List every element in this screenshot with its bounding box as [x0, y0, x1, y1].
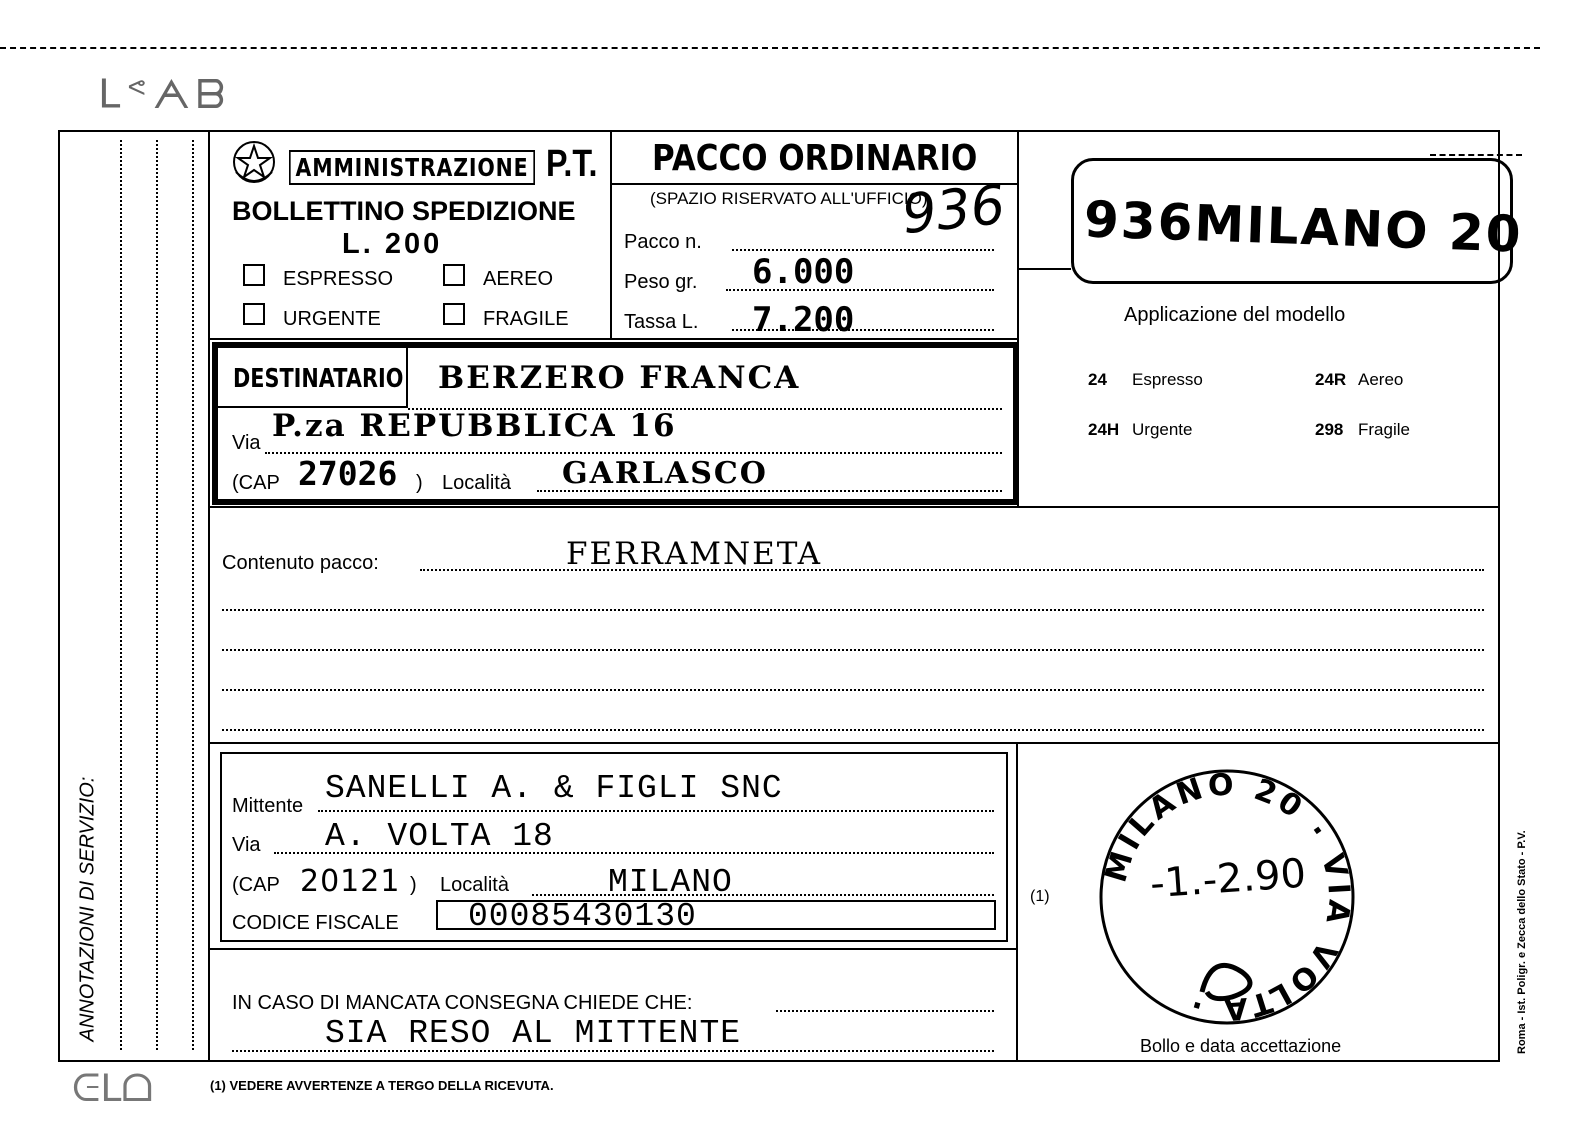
content-line-4: [222, 689, 1484, 691]
sender-locality-line: [532, 894, 994, 896]
office-subtitle: (SPAZIO RISERVATO ALL'UFFICIO): [650, 189, 928, 208]
content-line-2: [222, 609, 1484, 611]
content-value: FERRAMNETA: [566, 536, 823, 572]
sender-label: Mittente: [232, 795, 304, 817]
footnote: (1) VEDERE AVVERTENZE A TERGO DELLA RICEVUTA.: [210, 1078, 554, 1093]
pacco-number-line: [732, 249, 994, 251]
annotation-dotline-3: [192, 140, 194, 1050]
urgente-label: URGENTE: [283, 308, 381, 330]
printer-note: Roma - Ist. Poligr. e Zecca dello Stato - P.V.: [1516, 830, 1528, 1054]
stamp-box-tick: [1019, 268, 1071, 270]
delivery-label: IN CASO DI MANCATA CONSEGNA CHIEDE CHE:: [232, 992, 693, 1014]
weight-label: Peso gr.: [624, 271, 698, 293]
recipient-label: DESTINATARIO: [233, 364, 404, 394]
annotation-dotline-1: [120, 140, 122, 1050]
recipient-cap-label: (CAP: [232, 472, 280, 494]
republic-emblem-icon: [228, 136, 280, 188]
recipient-name: BERZERO FRANCA: [438, 360, 801, 396]
recipient-cap-close: ): [416, 472, 423, 494]
office-title: PACCO ORDINARIO: [652, 138, 978, 179]
recipient-cap-value: 27026: [298, 454, 398, 493]
aereo-label: AEREO: [483, 268, 554, 290]
model-heading: Applicazione del modello: [1124, 304, 1346, 326]
weight-value: 6.000: [752, 252, 855, 292]
administration-label: AMMINISTRAZIONE: [289, 150, 535, 185]
delivery-line-2: [232, 1050, 994, 1052]
model-code-aereo: 24R: [1315, 370, 1347, 389]
aereo-checkbox[interactable]: [443, 264, 465, 286]
recipient-locality-label: Località: [442, 472, 511, 494]
pacco-number-label: Pacco n.: [624, 231, 702, 253]
urgente-checkbox[interactable]: [243, 303, 265, 325]
tax-label: Tassa L.: [624, 311, 699, 333]
sender-divider: [1016, 744, 1018, 1062]
sender-cap-value: 20121: [300, 864, 401, 899]
pacco-number-value: 936: [898, 172, 1009, 247]
model-label-aereo: Aereo: [1358, 370, 1404, 389]
sender-name-line: [318, 810, 994, 812]
model-code-urgente: 24H: [1088, 420, 1120, 439]
espresso-label: ESPRESSO: [283, 268, 394, 290]
fragile-label: FRAGILE: [483, 308, 569, 330]
sender-name: SANELLI A. & FIGLI SNC: [325, 770, 783, 807]
model-label-espresso: Espresso: [1132, 370, 1203, 389]
model-label-urgente: Urgente: [1132, 420, 1193, 439]
sender-via-value: A. VOLTA 18: [325, 818, 554, 855]
model-label-fragile: Fragile: [1358, 420, 1410, 439]
delivery-value: SIA RESO AL MITTENTE: [325, 1015, 742, 1052]
bulletin-price: L. 200: [342, 228, 443, 260]
model-code-espresso: 24: [1088, 370, 1107, 389]
recipient-locality-value: GARLASCO: [562, 456, 768, 491]
pt-label: P.T.: [546, 143, 598, 185]
content-label: Contenuto pacco:: [222, 552, 379, 574]
right-column-divider: [1017, 130, 1019, 508]
delivery-line-1: [776, 1010, 994, 1012]
sender-fiscal-value: 00085430130: [468, 898, 697, 935]
sender-cap-label: (CAP: [232, 874, 280, 896]
bulletin-title: BOLLETTINO SPEDIZIONE: [232, 196, 576, 226]
espresso-checkbox[interactable]: [243, 264, 265, 286]
postmark-ring-text: MILANO 20 · VIA VOLTA ·: [1098, 767, 1357, 1027]
perforation-line: [0, 47, 1540, 49]
sender-via-label: Via: [232, 834, 261, 856]
postmark-date: -1.-2.90: [1148, 850, 1308, 908]
postmark-note: (1): [1030, 888, 1050, 905]
delivery-section: [210, 948, 1016, 950]
handwritten-note: ᒪᕝᗅᗷ: [98, 72, 232, 118]
annotation-dotline-2: [156, 140, 158, 1050]
sender-cap-close: ): [410, 874, 417, 896]
corner-handwriting: ᕮᒪᗝ: [72, 1066, 153, 1110]
sender-via-line: [274, 852, 994, 854]
recipient-via-label: Via: [232, 432, 261, 454]
fragile-checkbox[interactable]: [443, 303, 465, 325]
top-right-dashes: [1430, 154, 1522, 156]
service-annotations-label: ANNOTAZIONI DI SERVIZIO:: [76, 776, 99, 1042]
sender-fiscal-label: CODICE FISCALE: [232, 912, 399, 934]
content-line-5: [222, 729, 1484, 731]
postmark-caption: Bollo e data accettazione: [1140, 1036, 1342, 1056]
content-section: [210, 506, 1500, 744]
stamp-box-text: 936MILANO 20: [1083, 190, 1524, 264]
recipient-via-value: P.za REPUBBLICA 16: [272, 408, 677, 444]
model-code-fragile: 298: [1315, 420, 1344, 439]
content-line-1: [420, 569, 1484, 571]
sender-locality-value: MILANO: [608, 864, 733, 901]
sender-locality-label: Località: [440, 874, 509, 896]
tax-value: 7.200: [752, 300, 855, 340]
content-line-3: [222, 649, 1484, 651]
